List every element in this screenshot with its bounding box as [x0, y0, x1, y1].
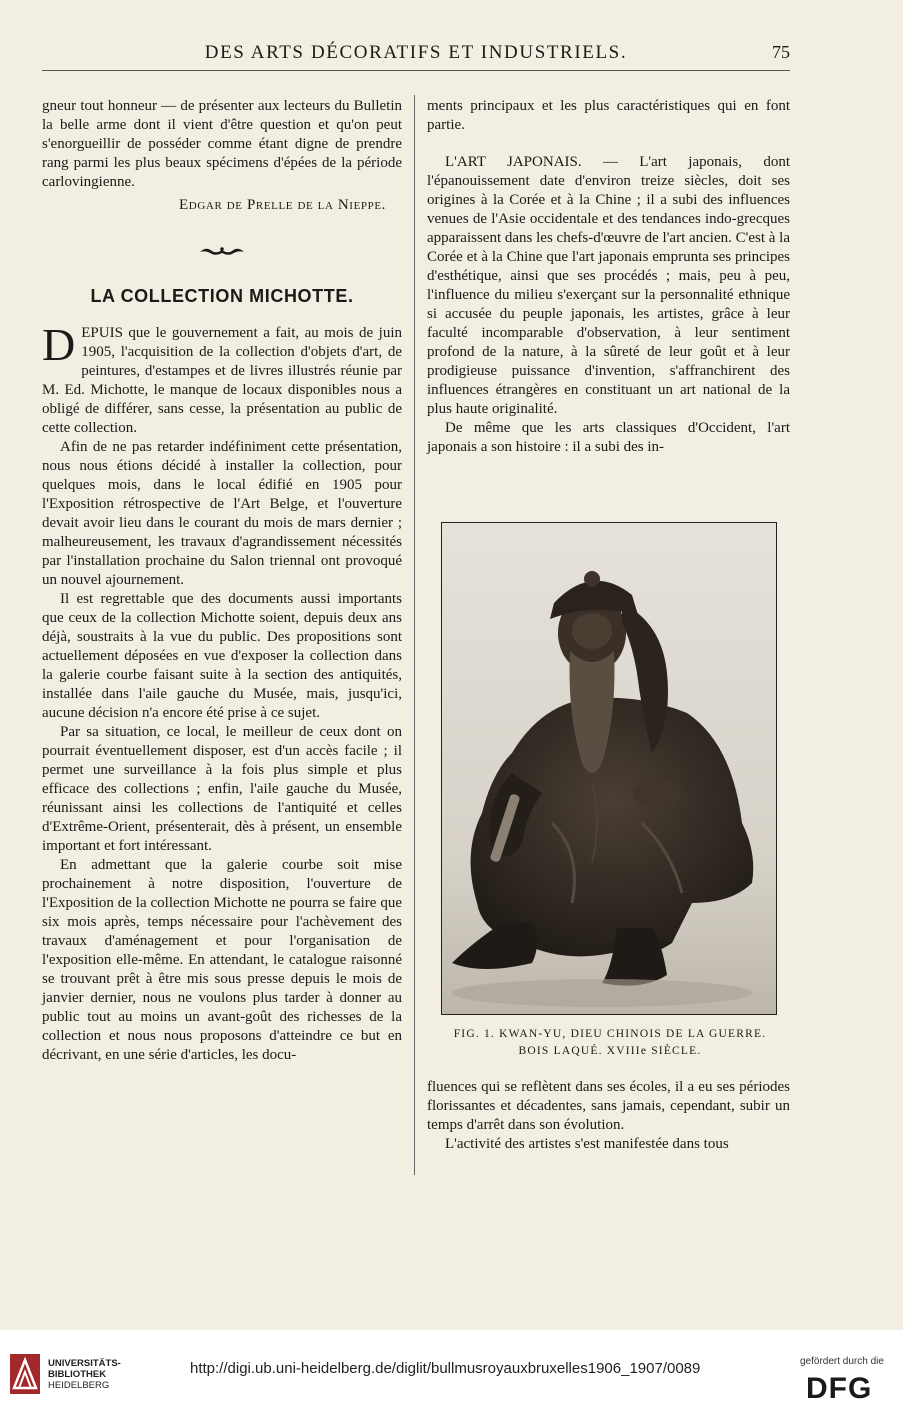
paragraph-intro	[42, 319, 402, 438]
running-head	[42, 40, 790, 71]
paragraph-text: — L'art japonais, dont l'épanouissement date d'environ treize siècles, doit ses origines à la Corée et à la Chine ; il a subi des influences venues de l'Asie occidentale et des tendances indo-grecques apparaissent dans les chefs-d'œuvre de l'art ancien. C'est à la Corée et à la Chine que l'art japonais emprunta ses principes d'esthétique, ainsi que ses procédés ; mais, peu à peu, l'influence du milieu s'exerçant sur la personnalité ethnique si accusée du peuple japonais, les artistes, grâce à leur faculté incomparable d'observation, à leur sentiment profond de la nature, à la sûreté de leur goût et à leur prodigieuse puissance d'invention, s'affranchirent des influences étrangères en constituant un art national de la plus haute originalité.	[427, 154, 791, 417]
paragraph-art-japonais	[427, 153, 790, 419]
drop-cap: D	[42, 319, 76, 370]
paragraph: Afin de ne pas retarder indéfiniment cette présentation, nous nous étions décidé à installer la collection, pour quelques mois, dans le local édifié en 1905 pour l'Exposition rétrospective de l'Art Belge, et l'ouverture devait avoir lieu dans le courant du mois de mars dernier ; malheureusement, les travaux d'agrandissement nécessités par l'installation prochaine du Salon triennal ont provoqué un nouvel ajournement.	[42, 439, 402, 588]
figure-caption	[430, 1026, 790, 1060]
paragraph: De même que les arts classiques d'Occident, l'art japonais a son histoire : il a subi des in-	[427, 420, 790, 455]
dfg-logo-icon: DFG	[806, 1372, 873, 1405]
source-url-link[interactable]: http://digi.ub.uni-heidelberg.de/diglit/bullmusroyauxbruxelles1906_1907/0089	[190, 1360, 701, 1377]
paragraph-continuation: ments principaux et les plus caractéristiques qui en font partie.	[427, 98, 790, 133]
digitization-footer	[0, 1330, 903, 1413]
paragraph-continuation: gneur tout honneur — de présenter aux lecteurs du Bulletin la belle arme dont il vient d'être question et qu'on peut s'enorgueillir de posséder comme étant digne de prendre rang parmi les plus beaux spécimens d'épées de la période carlovingienne.	[42, 98, 402, 190]
paragraph: Par sa situation, ce local, le meilleur de ceux dont on pourrait éventuellement disposer, est d'un accès facile ; il permet une surveillance à la fois plus simple et plus efficace des collections ; enfin, l'aile gauche du Musée, réunissant ainsi les collections de l'antiquité et celles d'Extrême-Orient, présenterait, dès à présent, un ensemble important et fort intéressant.	[42, 724, 402, 854]
section-title: LA COLLECTION MICHOTTE.	[90, 286, 354, 306]
figure-statue-photo	[441, 522, 777, 1015]
library-name-line: HEIDELBERG	[48, 1380, 110, 1391]
funder-label: gefördert durch die	[800, 1356, 884, 1367]
statue-illustration	[442, 523, 776, 1014]
right-column-top	[427, 97, 790, 457]
paragraph: L'activité des artistes s'est manifestée dans tous	[445, 1136, 729, 1152]
column-divider	[414, 95, 415, 1175]
library-name-line: UNIVERSITÄTS-	[48, 1358, 121, 1369]
paragraph: Il est regrettable que des documents aussi importants que ceux de la collection Michotte soient, depuis deux ans déjà, soustraits à la vue du public. Des propositions sont actuellement déposées en vue d'exposer la collection dans la galerie courbe faisant suite à la section des antiquités, installée dans l'aile gauche du Musée, mais, jusqu'ici, aucune décision n'a encore été prise à ce sujet.	[42, 591, 402, 721]
university-library-logo-icon	[10, 1354, 40, 1394]
running-title: DES ARTS DÉCORATIFS ET INDUSTRIELS.	[204, 42, 628, 63]
lead-word: L'ART JAPONAIS.	[445, 154, 582, 170]
paragraph-text: que le gouvernement a fait, au mois de juin 1905, l'acquisition de la collection d'objets d'art, de peintures, d'estampes et de livres illustrés réunie par M. Ed. Michotte, le manque de locaux disponibles nous a obligé de différer, sans cesse, la présentation au public de cette collection.	[42, 325, 402, 436]
library-name-line: BIBLIOTHEK	[48, 1369, 107, 1380]
author-signature: Edgar de Prelle de la Nieppe.	[179, 197, 386, 213]
library-name	[48, 1358, 121, 1391]
ornament-icon	[198, 245, 246, 259]
left-column	[42, 97, 402, 1065]
page-number: 75	[772, 42, 790, 62]
lead-word: EPUIS	[81, 325, 123, 341]
caption-line: BOIS LAQUÉ. XVIIIe SIÈCLE.	[518, 1045, 702, 1057]
caption-line: FIG. 1. KWAN-YU, DIEU CHINOIS DE LA GUERRE.	[453, 1028, 767, 1040]
paragraph: En admettant que la galerie courbe soit mise prochainement à notre disposition, l'ouverture de l'Exposition de la collection Michotte ne pourra se faire que six mois après, temps nécessaire pour l'achèvement des travaux d'aménagement et pour l'organisation de l'exposition elle-même. En attendant, le catalogue raisonné se trouvant prêt à être mis sous presse depuis le mois de janvier dernier, nous ne voulons plus tarder à donner au public tout au moins un avant-goût des richesses de la collection et nous nous proposons d'atteindre ce but en décrivant, en une série d'articles, les docu-	[42, 857, 402, 1063]
right-column-bottom	[427, 1078, 790, 1154]
paragraph-continuation: fluences qui se reflètent dans ses écoles, il a eu ses périodes florissantes et décadentes, sans jamais, cependant, subir un temps d'arrêt dans son évolution.	[427, 1079, 790, 1133]
